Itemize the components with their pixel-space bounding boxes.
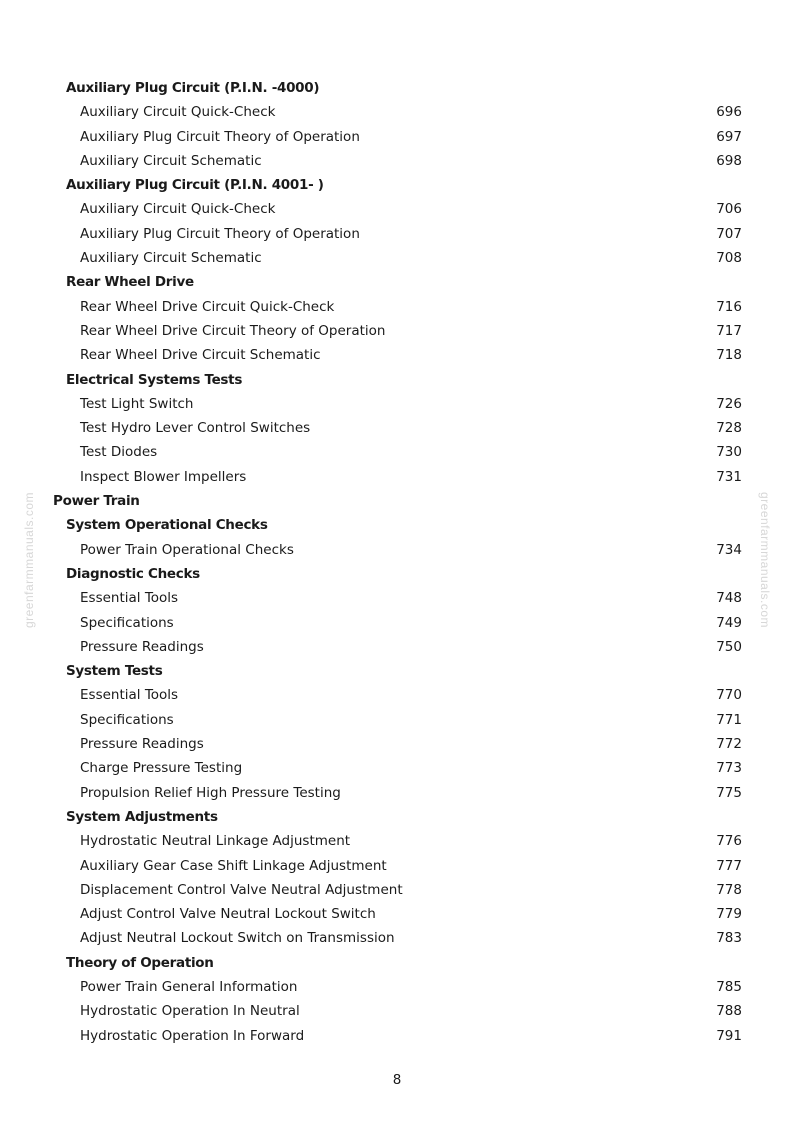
toc-entry[interactable] — [0, 416, 794, 440]
toc-entry-page-number: 778 — [716, 881, 742, 898]
toc-entry-title: Pressure Readings — [80, 736, 204, 753]
toc-entry[interactable] — [0, 125, 794, 149]
toc-entry[interactable] — [0, 538, 794, 562]
toc-entry-title: Pressure Readings — [80, 638, 204, 655]
toc-entry-page-number: 731 — [716, 468, 742, 485]
table-of-contents — [0, 76, 794, 1048]
toc-entry[interactable] — [0, 319, 794, 343]
toc-entry[interactable] — [0, 732, 794, 756]
toc-entry-title: Auxiliary Gear Case Shift Linkage Adjustment — [80, 857, 387, 874]
toc-entry-page-number: 776 — [716, 833, 742, 850]
toc-entry-title: Test Hydro Lever Control Switches — [80, 420, 311, 437]
toc-entry-title: Hydrostatic Neutral Linkage Adjustment — [80, 833, 351, 850]
toc-entry-title: Hydrostatic Operation In Forward — [80, 1027, 305, 1044]
toc-entry-title: Rear Wheel Drive — [66, 274, 194, 291]
toc-entry-page-number: 726 — [716, 395, 742, 412]
toc-entry-title: Hydrostatic Operation In Neutral — [80, 1003, 300, 1020]
toc-entry-title: Electrical Systems Tests — [66, 371, 243, 388]
toc-entry-page-number: 698 — [716, 152, 742, 169]
toc-entry[interactable] — [0, 246, 794, 270]
toc-entry[interactable] — [0, 1024, 794, 1048]
toc-entry-title: Propulsion Relief High Pressure Testing — [80, 784, 341, 801]
toc-entry-page-number: 771 — [716, 711, 742, 728]
toc-subsection-heading — [0, 173, 794, 197]
toc-entry[interactable] — [0, 854, 794, 878]
toc-entry-title: Essential Tools — [80, 590, 179, 607]
toc-entry[interactable] — [0, 295, 794, 319]
toc-entry-title: Auxiliary Plug Circuit Theory of Operation — [80, 128, 360, 145]
toc-entry[interactable] — [0, 708, 794, 732]
toc-entry-page-number: 697 — [716, 128, 742, 145]
toc-entry-title: Charge Pressure Testing — [80, 760, 243, 777]
toc-entry-title: Displacement Control Valve Neutral Adjustment — [80, 881, 403, 898]
toc-subsection-heading — [0, 805, 794, 829]
toc-entry-page-number: 788 — [716, 1003, 742, 1020]
toc-entry-page-number: 777 — [716, 857, 742, 874]
toc-entry-page-number: 708 — [716, 250, 742, 267]
toc-entry-title: System Tests — [66, 663, 163, 680]
toc-entry[interactable] — [0, 926, 794, 950]
toc-entry-title: Power Train General Information — [80, 978, 298, 995]
toc-entry[interactable] — [0, 683, 794, 707]
toc-entry-title: Auxiliary Plug Circuit Theory of Operation — [80, 225, 360, 242]
toc-section-heading — [0, 489, 794, 513]
toc-entry-title: Adjust Control Valve Neutral Lockout Switch — [80, 906, 376, 923]
toc-entry[interactable] — [0, 878, 794, 902]
toc-entry-title: Auxiliary Circuit Quick-Check — [80, 104, 276, 121]
toc-entry[interactable] — [0, 756, 794, 780]
toc-entry-page-number: 783 — [716, 930, 742, 947]
toc-entry[interactable] — [0, 465, 794, 489]
toc-entry[interactable] — [0, 343, 794, 367]
toc-entry[interactable] — [0, 781, 794, 805]
toc-entry[interactable] — [0, 197, 794, 221]
toc-entry[interactable] — [0, 222, 794, 246]
toc-entry-title: System Operational Checks — [66, 517, 268, 534]
toc-entry[interactable] — [0, 829, 794, 853]
page-number: 8 — [392, 1072, 402, 1088]
toc-entry-page-number: 696 — [716, 104, 742, 121]
toc-entry-title: Theory of Operation — [66, 954, 214, 971]
toc-entry-page-number: 779 — [716, 906, 742, 923]
toc-entry-title: Auxiliary Circuit Schematic — [80, 250, 262, 267]
toc-entry[interactable] — [0, 100, 794, 124]
toc-entry-title: Diagnostic Checks — [66, 565, 200, 582]
toc-entry-title: Auxiliary Plug Circuit (P.I.N. -4000) — [66, 80, 320, 96]
toc-subsection-heading — [0, 76, 794, 100]
toc-entry-title: Rear Wheel Drive Circuit Schematic — [80, 347, 321, 364]
toc-entry-title: Power Train Operational Checks — [80, 541, 294, 558]
toc-entry-title: Auxiliary Circuit Quick-Check — [80, 201, 276, 218]
toc-subsection-heading — [0, 659, 794, 683]
toc-entry[interactable] — [0, 611, 794, 635]
toc-entry-page-number: 728 — [716, 420, 742, 437]
toc-entry-title: Rear Wheel Drive Circuit Theory of Operation — [80, 322, 386, 339]
toc-entry-page-number: 706 — [716, 201, 742, 218]
toc-subsection-heading — [0, 513, 794, 537]
toc-entry-title: Auxiliary Plug Circuit (P.I.N. 4001- ) — [66, 177, 324, 194]
toc-entry-page-number: 785 — [716, 978, 742, 995]
watermark-right: greenfarmmanuals.com — [758, 491, 772, 629]
toc-entry-page-number: 718 — [716, 347, 742, 364]
toc-entry-title: Inspect Blower Impellers — [80, 468, 247, 485]
toc-entry-title: Test Light Switch — [80, 395, 194, 412]
toc-entry-title: Specifications — [80, 614, 174, 631]
toc-entry-title: Rear Wheel Drive Circuit Quick-Check — [80, 298, 335, 315]
toc-entry-page-number: 791 — [716, 1027, 742, 1044]
toc-entry[interactable] — [0, 975, 794, 999]
toc-entry-page-number: 773 — [716, 760, 742, 777]
toc-subsection-heading — [0, 951, 794, 975]
toc-entry-page-number: 734 — [716, 541, 742, 558]
toc-entry-title: Power Train — [53, 493, 140, 510]
toc-entry[interactable] — [0, 586, 794, 610]
toc-entry[interactable] — [0, 440, 794, 464]
toc-entry-title: Test Diodes — [80, 444, 158, 461]
toc-entry-page-number: 748 — [716, 590, 742, 607]
toc-entry-title: Adjust Neutral Lockout Switch on Transmission — [80, 930, 395, 947]
toc-entry[interactable] — [0, 902, 794, 926]
toc-entry-title: Auxiliary Circuit Schematic — [80, 152, 262, 169]
toc-entry-page-number: 772 — [716, 736, 742, 753]
toc-entry-page-number: 707 — [716, 225, 742, 242]
toc-entry-page-number: 770 — [716, 687, 742, 704]
toc-subsection-heading — [0, 562, 794, 586]
toc-entry-title: Specifications — [80, 711, 174, 728]
toc-subsection-heading — [0, 368, 794, 392]
toc-entry-page-number: 717 — [716, 322, 742, 339]
toc-entry-page-number: 716 — [716, 298, 742, 315]
toc-entry[interactable] — [0, 635, 794, 659]
toc-entry-page-number: 750 — [716, 638, 742, 655]
toc-entry-title: System Adjustments — [66, 808, 218, 825]
toc-entry-page-number: 730 — [716, 444, 742, 461]
watermark-left: greenfarmmanuals.com — [22, 491, 36, 629]
toc-entry-page-number: 775 — [716, 784, 742, 801]
toc-entry[interactable] — [0, 149, 794, 173]
toc-subsection-heading — [0, 270, 794, 294]
toc-entry-page-number: 749 — [716, 614, 742, 631]
toc-entry[interactable] — [0, 392, 794, 416]
toc-entry-title: Essential Tools — [80, 687, 179, 704]
toc-entry[interactable] — [0, 999, 794, 1023]
